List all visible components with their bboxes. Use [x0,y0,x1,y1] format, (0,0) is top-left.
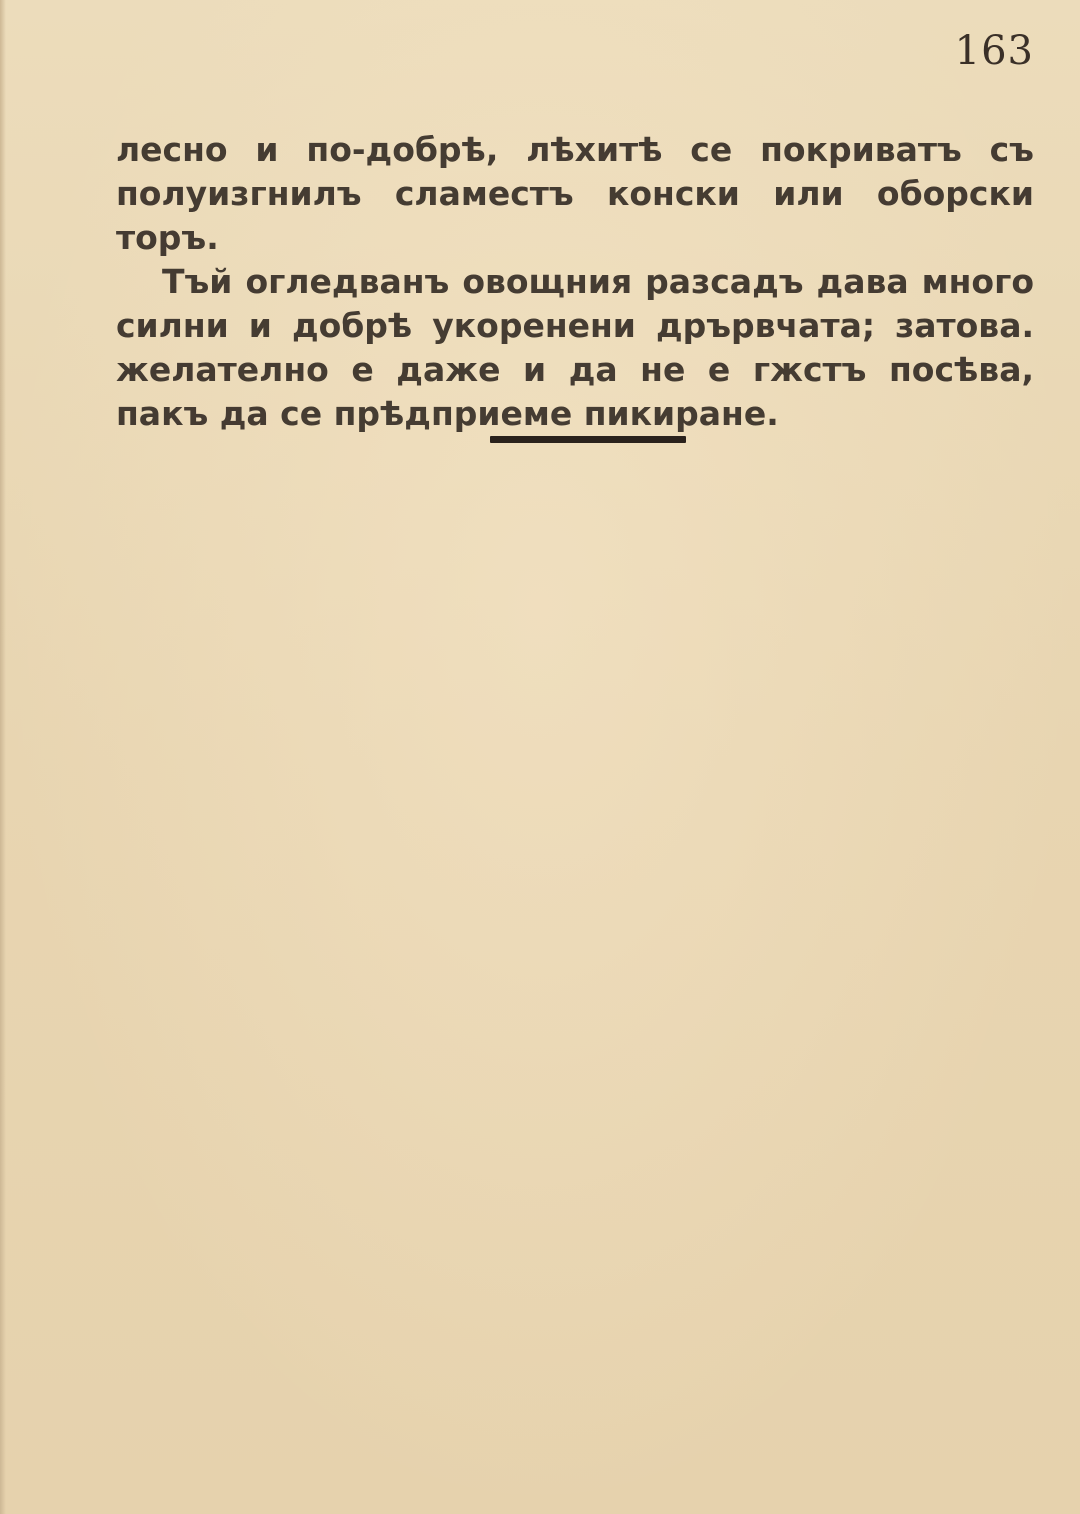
section-end-rule [490,436,686,443]
page-number: 163 [954,28,1034,74]
page-edge-shadow [0,0,6,1514]
paragraph-continued: лесно и по-добрѣ, лѣхитѣ се покриватъ съ полуизгнилъ сламестъ конски или оборски торъ. [116,130,1034,257]
paragraph: Тъй огледванъ овощния разсадъ дава много силни и добрѣ укоренени дрървчата; затова. желателно е даже и да не е гжстъ посѣва, пакъ да се прѣдприеме пикиране. [116,262,1034,433]
body-text [116,128,1034,436]
